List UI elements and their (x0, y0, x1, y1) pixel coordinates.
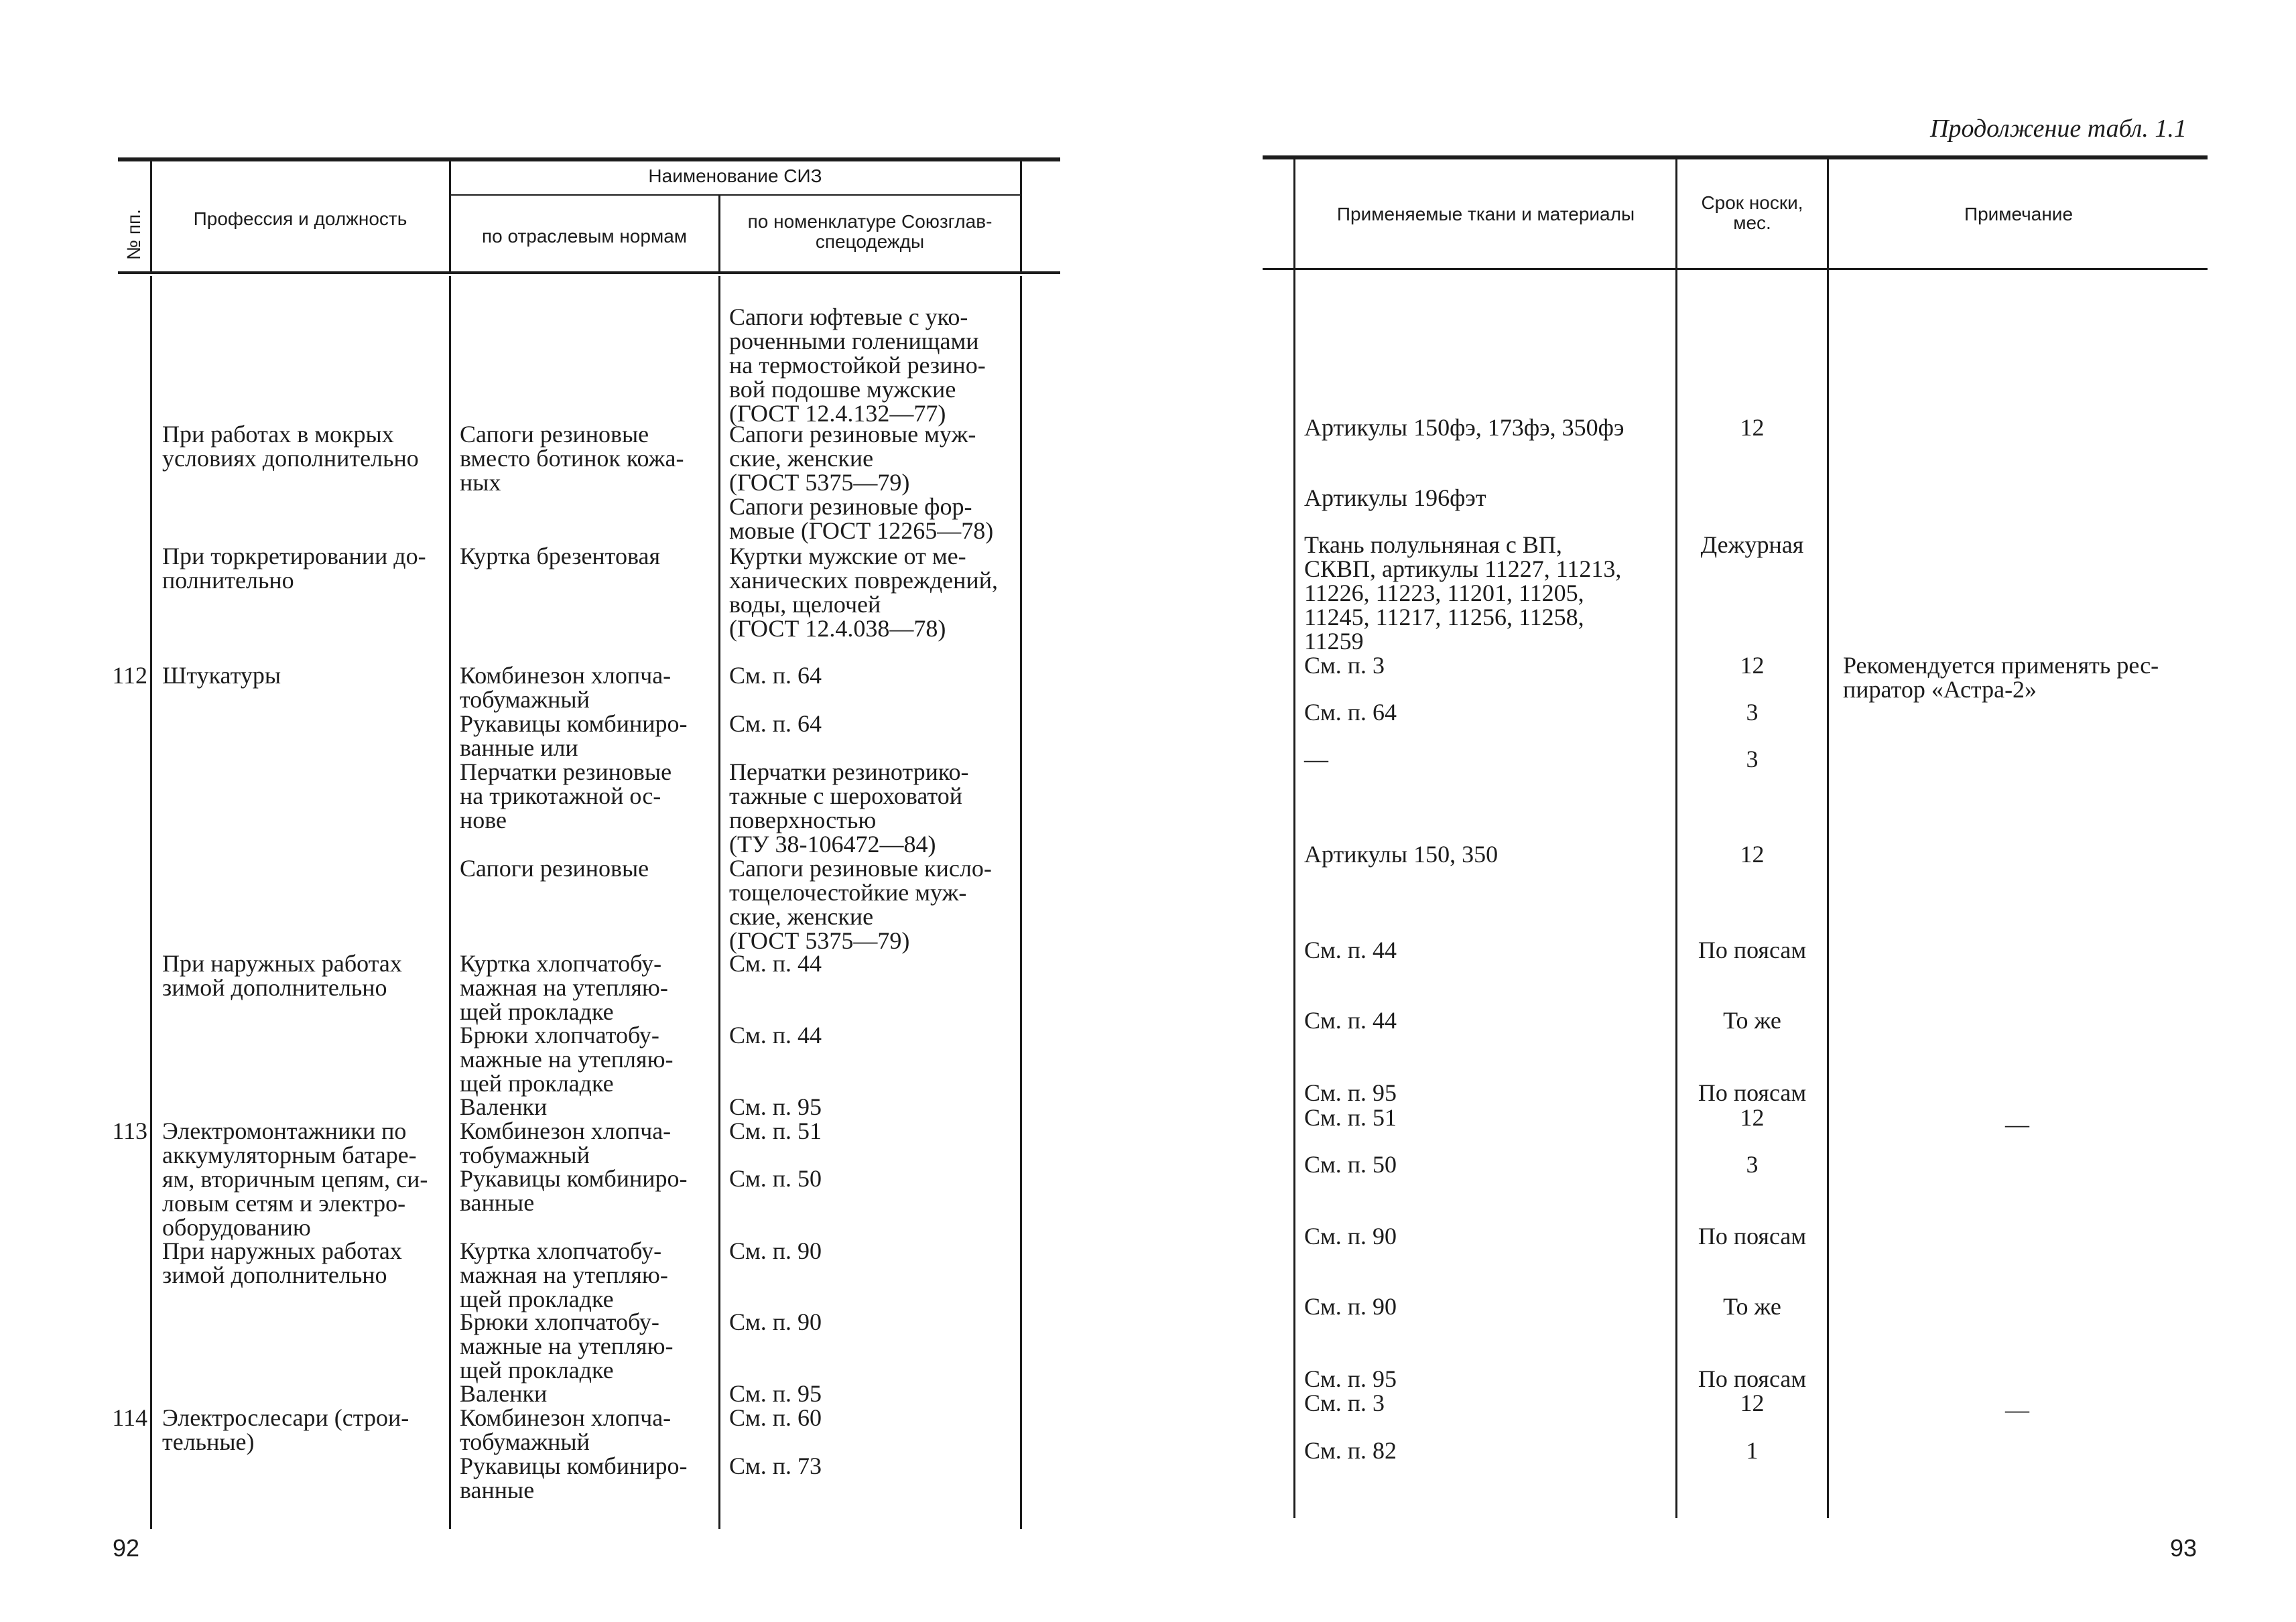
header-term: Срок носки, мес. (1701, 192, 1803, 233)
material-cell: См. п. 44 (1304, 937, 1397, 963)
nomenclature-cell: Перчатки резинотрико- тажные с шероховатой поверхностью (ТУ 38-106472—84) (729, 758, 969, 858)
industry-norm-cell: Брюки хлопчатобу- мажные на утепляю- щей прокладке (460, 1022, 674, 1097)
term-cell: 12 (1740, 652, 1765, 679)
row-number: 114 (112, 1404, 147, 1431)
header-profession: Профессия и должность (193, 208, 407, 229)
material-cell: Артикулы 196фэт (1304, 484, 1486, 511)
industry-norm-cell: Валенки (460, 1380, 548, 1407)
profession-cell: При торкретировании до- полнительно (162, 543, 426, 594)
industry-norm-cell: Куртка хлопчатобу- мажная на утепляю- щей прокладке (460, 950, 668, 1025)
header-industry: по отраслевым нормам (481, 226, 688, 247)
header-materials: Применяемые ткани и материалы (1336, 204, 1635, 224)
note-cell: — (2005, 1111, 2029, 1138)
term-cell: То же (1723, 1007, 1781, 1034)
term-cell: 12 (1740, 1104, 1765, 1131)
term-cell: 1 (1746, 1437, 1759, 1464)
nomenclature-cell: См. п. 44 (729, 950, 822, 977)
material-cell: См. п. 51 (1304, 1104, 1397, 1131)
header-num: № пп. (123, 209, 145, 260)
nomenclature-cell: См. п. 73 (729, 1452, 822, 1479)
nomenclature-cell: Куртки мужские от ме- ханических повреждений, воды, щелочей (ГОСТ 12.4.038—78) (729, 543, 998, 642)
material-cell: — (1304, 746, 1328, 772)
term-cell: По поясам (1698, 937, 1807, 963)
term-cell: 3 (1746, 746, 1759, 772)
material-cell: См. п. 3 (1304, 1390, 1385, 1416)
industry-norm-cell: Комбинезон хлопча- тобумажный (460, 1404, 672, 1455)
note-cell: Рекомендуется применять рес- пиратор «Астра-2» (1843, 652, 2159, 703)
industry-norm-cell: Рукавицы комбиниро- ванные или (460, 710, 688, 761)
page-number-left: 92 (113, 1534, 140, 1562)
nomenclature-cell: См. п. 64 (729, 710, 822, 737)
profession-cell: При наружных работах зимой дополнительно (162, 1237, 402, 1288)
nomenclature-cell: Сапоги резиновые кисло- тощелочестойкие муж- ские, женские (ГОСТ 5375—79) (729, 855, 992, 954)
term-cell: 12 (1740, 841, 1765, 868)
vline-r3 (1827, 158, 1829, 1518)
nomenclature-cell: См. п. 60 (729, 1404, 822, 1431)
term-cell: 12 (1740, 1390, 1765, 1416)
term-cell: 3 (1746, 1151, 1759, 1178)
term-cell: По поясам (1698, 1223, 1807, 1249)
industry-norm-cell: Перчатки резиновые на трикотажной ос- нове (460, 758, 672, 833)
material-cell: См. п. 50 (1304, 1151, 1397, 1178)
top-rule-left (118, 157, 1060, 161)
material-cell: См. п. 82 (1304, 1437, 1397, 1464)
term-cell: 3 (1746, 699, 1759, 726)
nomenclature-cell: См. п. 50 (729, 1165, 822, 1192)
industry-norm-cell: Сапоги резиновые вместо ботинок кожа- ных (460, 421, 684, 496)
nomenclature-cell: См. п. 90 (729, 1237, 822, 1264)
vline-b4 (1020, 276, 1022, 1529)
industry-norm-cell: Сапоги резиновые (460, 855, 649, 882)
material-cell: Артикулы 150, 350 (1304, 841, 1498, 868)
vline-b2 (449, 276, 451, 1529)
nomenclature-cell: См. п. 64 (729, 662, 822, 689)
industry-norm-cell: Валенки (460, 1093, 548, 1120)
industry-norm-cell: Комбинезон хлопча- тобумажный (460, 1118, 672, 1168)
industry-norm-cell: Комбинезон хлопча- тобумажный (460, 662, 672, 713)
term-cell: То же (1723, 1293, 1781, 1320)
vline-r1 (1293, 158, 1295, 1518)
header-siz: Наименование СИЗ (648, 165, 822, 186)
nomenclature-cell: См. п. 90 (729, 1308, 822, 1335)
industry-norm-cell: Брюки хлопчатобу- мажные на утепляю- щей прокладке (460, 1308, 674, 1383)
header-num-cell (118, 201, 150, 268)
term-cell: По поясам (1698, 1079, 1807, 1106)
material-cell: Ткань полульняная с ВП, СКВП, артикулы 11227, 11213, 11226, 11223, 11201, 11205, 11245, 11217, 11256, 11258, 11259 (1304, 531, 1622, 655)
profession-cell: Электромонтажники по аккумуляторным батаре- ям, вторичным цепям, си- ловым сетям и электро- оборудованию (162, 1118, 428, 1241)
material-cell: См. п. 95 (1304, 1365, 1397, 1392)
row-number: 113 (112, 1118, 147, 1144)
industry-norm-cell: Рукавицы комбиниро- ванные (460, 1165, 688, 1216)
material-cell: См. п. 44 (1304, 1007, 1397, 1034)
industry-norm-cell: Куртка хлопчатобу- мажная на утепляю- щей прокладке (460, 1237, 668, 1312)
continuation-title: Продолжение табл. 1.1 (1930, 115, 2187, 143)
term-cell: 12 (1740, 414, 1765, 441)
material-cell: См. п. 64 (1304, 699, 1397, 726)
nomenclature-cell: См. п. 95 (729, 1093, 822, 1120)
nomenclature-cell: См. п. 95 (729, 1380, 822, 1407)
industry-norm-cell: Рукавицы комбиниро- ванные (460, 1452, 688, 1503)
header-bottom-rule-right (1263, 268, 2208, 270)
top-rule-right (1263, 155, 2208, 159)
nomenclature-cell: См. п. 51 (729, 1118, 822, 1144)
material-cell: См. п. 3 (1304, 652, 1385, 679)
header-bottom-rule-left (118, 271, 1060, 274)
vline-b1 (150, 276, 152, 1529)
page-number-right: 93 (2170, 1534, 2197, 1562)
term-cell: Дежурная (1700, 531, 1804, 558)
material-cell: Артикулы 150фэ, 173фэ, 350фэ (1304, 414, 1624, 441)
profession-cell: При наружных работах зимой дополнительно (162, 950, 402, 1001)
vline-h4 (1020, 161, 1022, 273)
nomenclature-cell: См. п. 44 (729, 1022, 822, 1049)
note-cell: — (2005, 1396, 2029, 1423)
term-cell: По поясам (1698, 1365, 1807, 1392)
profession-cell: Штукатуры (162, 662, 281, 689)
material-cell: См. п. 90 (1304, 1223, 1397, 1249)
vline-b3 (718, 276, 720, 1529)
material-cell: См. п. 90 (1304, 1293, 1397, 1320)
profession-cell: Электрослесари (строи- тельные) (162, 1404, 409, 1455)
row-number: 112 (112, 662, 147, 689)
nomenclature-cell: Сапоги резиновые муж- ские, женские (ГОСТ 5375—79) Сапоги резиновые фор- мовые (ГОСТ 12265—78) (729, 421, 994, 544)
industry-norm-cell: Куртка брезентовая (460, 543, 661, 569)
header-nomenclature: по номенклатуре Союзглав- спецодежды (747, 211, 993, 252)
nomenclature-cell: Сапоги юфтевые с уко- роченными голенищами на термостойкой резино- вой подошве мужские (ГОСТ 12.4.132—77) (729, 303, 986, 427)
header-note: Примечание (1964, 204, 2074, 224)
siz-sub-rule (449, 194, 1020, 196)
profession-cell: При работах в мокрых условиях дополнительно (162, 421, 419, 472)
material-cell: См. п. 95 (1304, 1079, 1397, 1106)
